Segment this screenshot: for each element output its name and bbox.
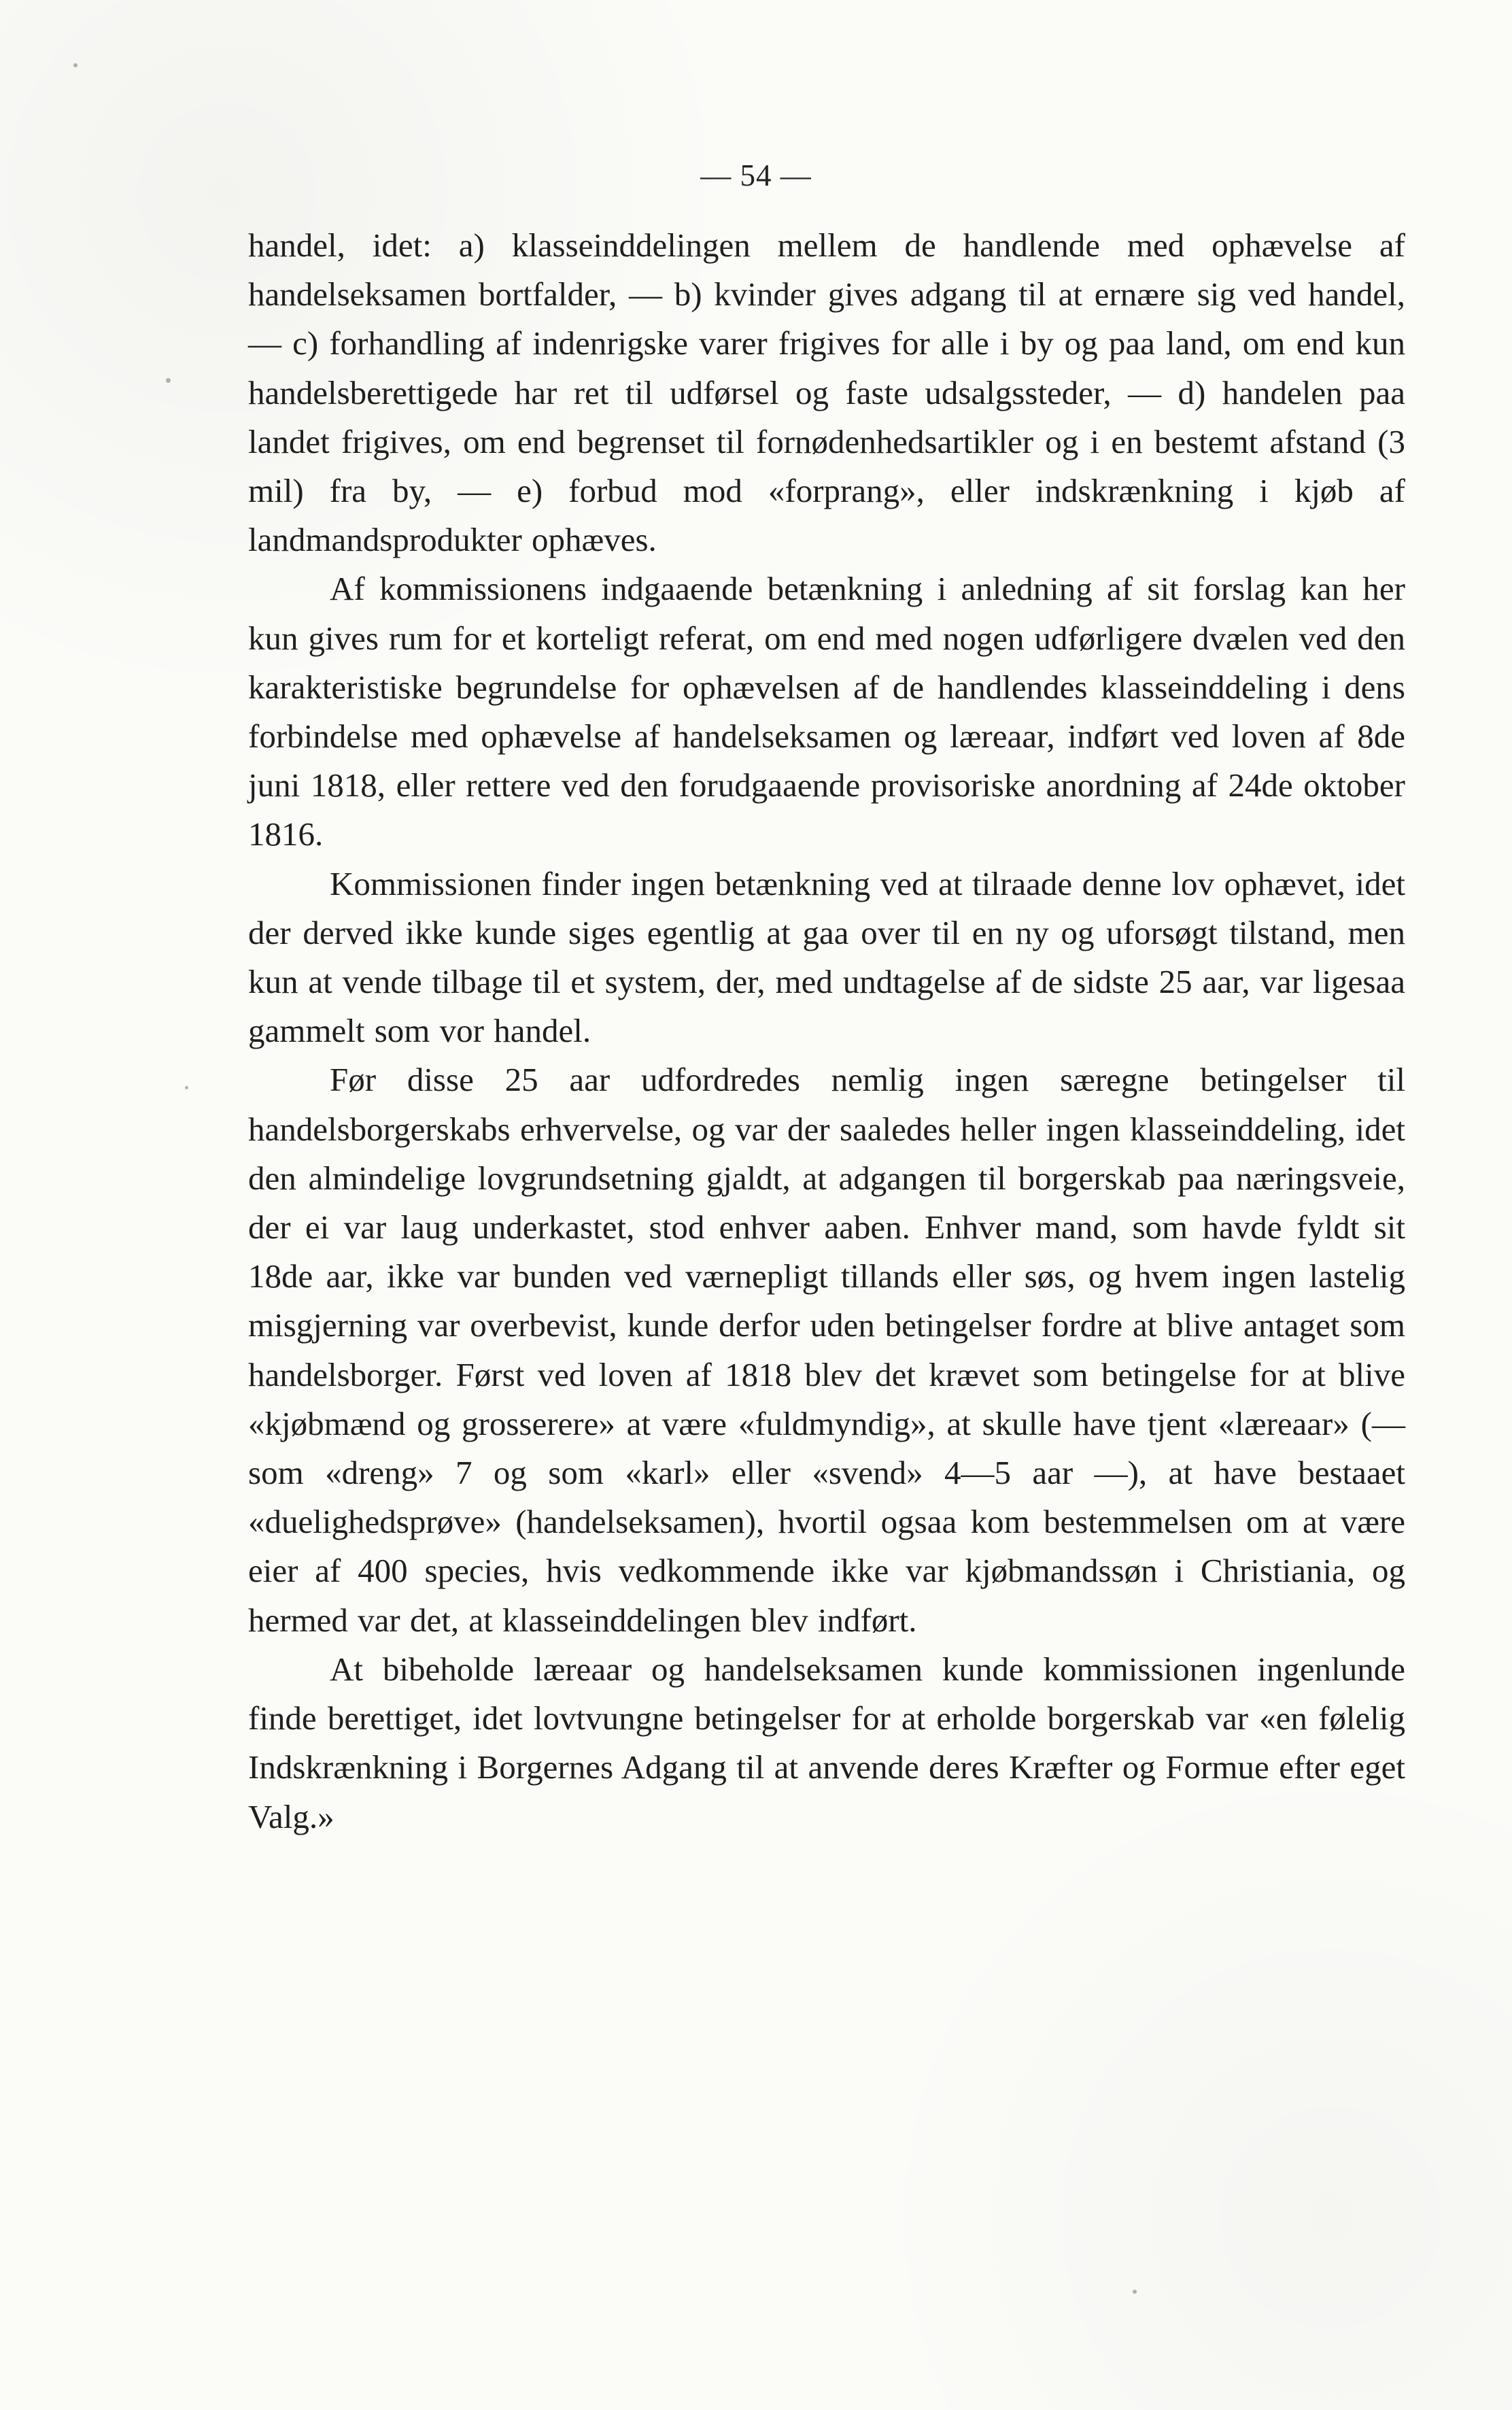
paragraph-3: Kommissionen finder ingen betænkning ved at tilraade denne lov ophævet, idet der derved ikke kunde siges egentlig at gaa over til en ny og uforsøgt tilstand, men kun at vende tilbage til et system, der, med undtagelse af de sidste 25 aar, var ligesaa gammelt som vor handel. [248, 864, 1405, 1050]
paragraph-4: Før disse 25 aar udfordredes nemlig ingen særegne betingelser til handelsborgerskabs erhvervelse, og var der saaledes heller ingen klasseinddeling, idet den almindelige lovgrundsetning gjaldt, at adgangen til borgerskab paa næringsveie, der ei var laug underkastet, stod enhver aaben. Enhver mand, som havde fyldt sit 18de aar, ikke var bunden ved værnepligt tillands eller søs, og hvem ingen lastelig misgjerning var overbevist, kunde derfor uden betingelser fordre at blive antaget som handelsborger. Først ved loven af 1818 blev det krævet som betingelse for at blive «kjøbmænd og grosserere» at være «fuldmyndig», at skulle have tjent «læreaar» (— som «dreng» 7 og som «karl» eller «svend» 4—5 aar —), at have bestaaet «duelighedsprøve» (handelseksamen), hvortil ogsaa kom bestemmelsen om at være eier af 400 species, hvis vedkommende ikke var kjøbmandssøn i Christiania, og hermed var det, at klasseinddelingen blev indført. [248, 1061, 1405, 1639]
paragraph-2: Af kommissionens indgaaende betænkning i anledning af sit forslag kan her kun gives rum for et korteligt referat, om end med nogen udførligere dvælen ved den karakteristiske begrundelse for ophævelsen af de handlendes klasseinddeling i dens forbindelse med ophævelse af handelseksamen og læreaar, indført ved loven af 8de juni 1818, eller rettere ved den forudgaaende provisoriske anordning af 24de oktober 1816. [248, 570, 1405, 853]
page-number: — 54 — [700, 158, 812, 192]
body-text [248, 221, 1405, 1842]
paper-speck [166, 378, 171, 383]
paper-speck [185, 1086, 188, 1089]
paragraph-1: handel, idet: a) klasseinddelingen mellem de handlende med ophævelse af handelseksamen bortfalder, — b) kvinder gives adgang til at ernære sig ved handel, — c) forhandling af indenrigske varer frigives for alle i by og paa land, om end kun handelsberettigede har ret til udførsel og faste udsalgssteder, — d) handelen paa landet frigives, om end begrenset til fornødenhedsartikler og i en bestemt afstand (3 mil) fra by, — e) forbud mod «forprang», eller indskrænkning i kjøb af landmandsprodukter ophæves. [248, 226, 1405, 559]
paper-speck [73, 63, 78, 67]
paragraph-5: At bibeholde læreaar og handelseksamen kunde kommissionen ingenlunde finde berettiget, idet lovtvungne betingelser for at erholde borgerskab var «en følelig Indskrænkning i Borgernes Adgang til at anvende deres Kræfter og Formue efter eget Valg.» [248, 1650, 1405, 1835]
paper-speck [1133, 2290, 1137, 2294]
